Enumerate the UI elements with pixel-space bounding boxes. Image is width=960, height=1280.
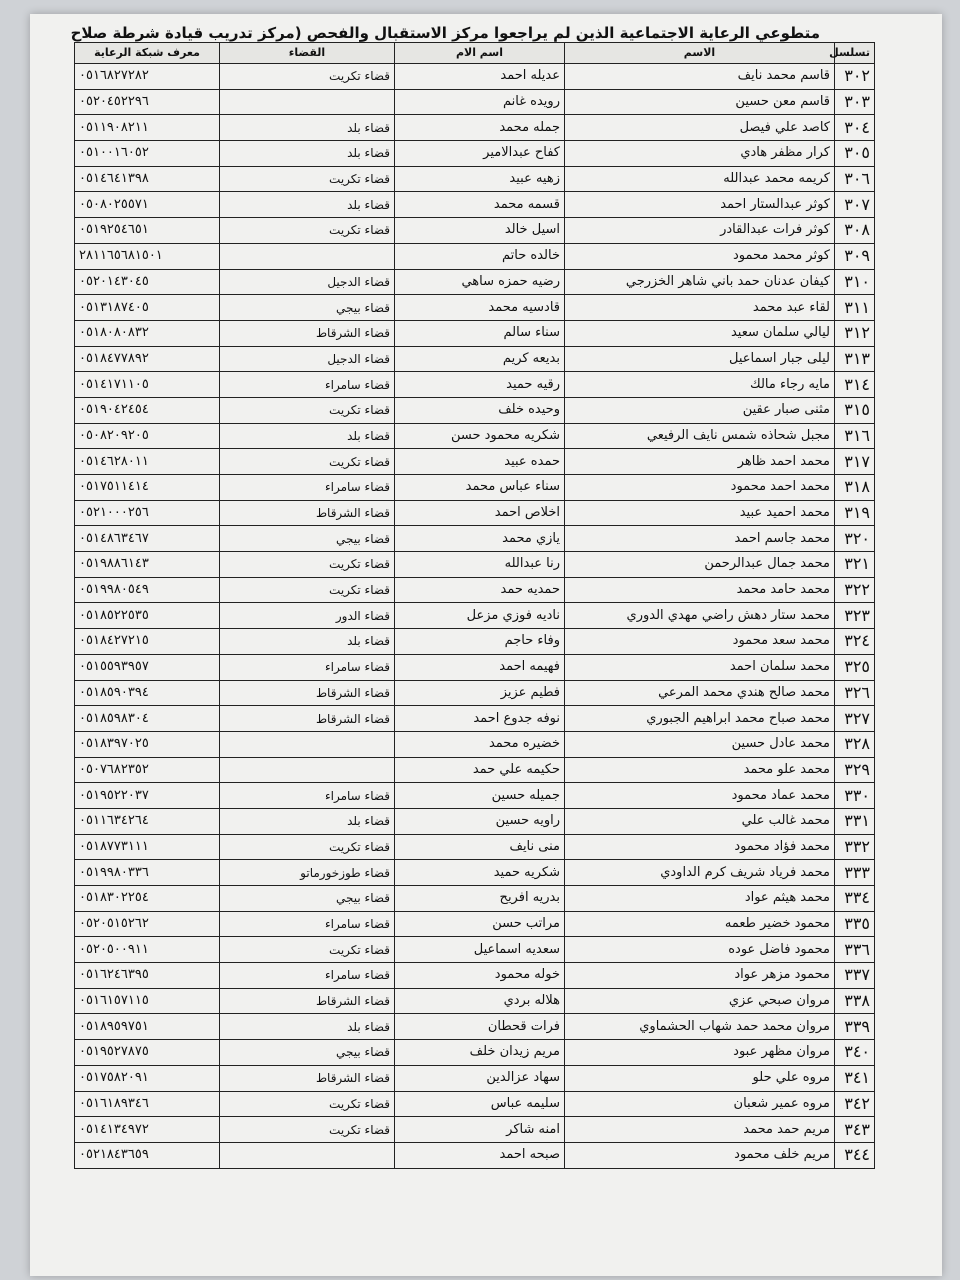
network-id-cell: ٠٥١٩٩٨٠٥٤٩ [75, 577, 220, 603]
network-id-cell: ٠٥١٦٨٢٧٢٨٢ [75, 64, 220, 90]
table-row [75, 500, 875, 526]
mother-name-cell: شكريه حميد [395, 860, 565, 886]
seq-cell: ٣٢٦ [835, 680, 875, 706]
seq-cell: ٣٤٤ [835, 1142, 875, 1168]
district-cell: قضاء بلد [220, 192, 395, 218]
name-cell: محمد صالح هندي محمد المرعي [565, 680, 835, 706]
table-row [75, 783, 875, 809]
name-cell: مروه عمير شعبان [565, 1091, 835, 1117]
network-id-cell: ٠٥١٨٥٢٢٥٣٥ [75, 603, 220, 629]
district-cell [220, 757, 395, 783]
table-row [75, 243, 875, 269]
seq-cell: ٣٠٤ [835, 115, 875, 141]
table-row [75, 988, 875, 1014]
name-cell: ليالي سلمان سعيد [565, 320, 835, 346]
network-id-cell: ٠٥١٦٢٤٦٣٩٥ [75, 963, 220, 989]
seq-cell: ٣٢١ [835, 552, 875, 578]
seq-cell: ٣١٢ [835, 320, 875, 346]
table-row [75, 475, 875, 501]
district-cell: قضاء الشرقاط [220, 988, 395, 1014]
name-cell: كاصد علي فيصل [565, 115, 835, 141]
mother-name-cell: رنا عبدالله [395, 552, 565, 578]
district-cell: قضاء سامراء [220, 911, 395, 937]
table-row [75, 346, 875, 372]
table-row [75, 1117, 875, 1143]
seq-cell: ٣٤٠ [835, 1040, 875, 1066]
district-cell: قضاء الشرقاط [220, 320, 395, 346]
network-id-cell: ٠٥٠٧٦٨٢٣٥٢ [75, 757, 220, 783]
mother-name-cell: سناء سالم [395, 320, 565, 346]
mother-name-cell: اسيل خالد [395, 218, 565, 244]
seq-cell: ٣٠٣ [835, 89, 875, 115]
district-cell: قضاء الدجيل [220, 346, 395, 372]
table-row [75, 166, 875, 192]
district-cell: قضاء سامراء [220, 475, 395, 501]
table-row [75, 372, 875, 398]
mother-name-cell: مريم زيدان خلف [395, 1040, 565, 1066]
table-row [75, 577, 875, 603]
mother-name-cell: حمده عبيد [395, 449, 565, 475]
table-row [75, 64, 875, 90]
name-cell: كوثر فرات عبدالقادر [565, 218, 835, 244]
name-cell: مروان صبحي عزي [565, 988, 835, 1014]
header-name: الاسم [565, 43, 835, 64]
mother-name-cell: جمله محمد [395, 115, 565, 141]
name-cell: ليلى جبار اسماعيل [565, 346, 835, 372]
table-row [75, 629, 875, 655]
table-row [75, 141, 875, 167]
header-mother: اسم الام [395, 43, 565, 64]
network-id-cell: ٠٥١٨٣٠٢٢٥٤ [75, 886, 220, 912]
name-cell: محمد عماد محمود [565, 783, 835, 809]
name-cell: كوثر عبدالستار احمد [565, 192, 835, 218]
name-cell: محمد فؤاد محمود [565, 834, 835, 860]
district-cell: قضاء بلد [220, 141, 395, 167]
name-cell: محمد احمد محمود [565, 475, 835, 501]
network-id-cell: ٠٥١٧٥٨٢٠٩١ [75, 1065, 220, 1091]
seq-cell: ٣٠٦ [835, 166, 875, 192]
district-cell: قضاء بيجي [220, 886, 395, 912]
district-cell: قضاء الشرقاط [220, 500, 395, 526]
name-cell: محمد عادل حسين [565, 731, 835, 757]
mother-name-cell: رضيه حمزه ساهي [395, 269, 565, 295]
table-row [75, 115, 875, 141]
table-row [75, 449, 875, 475]
district-cell: قضاء بلد [220, 1014, 395, 1040]
seq-cell: ٣٣٩ [835, 1014, 875, 1040]
seq-cell: ٣٤٣ [835, 1117, 875, 1143]
network-id-cell: ٠٥١٩٥٢٢٠٣٧ [75, 783, 220, 809]
district-cell: قضاء تكريت [220, 1091, 395, 1117]
district-cell: قضاء تكريت [220, 218, 395, 244]
district-cell: قضاء طوزخورماتو [220, 860, 395, 886]
district-cell: قضاء بلد [220, 423, 395, 449]
name-cell: محمود مزهر عواد [565, 963, 835, 989]
seq-cell: ٣١٤ [835, 372, 875, 398]
seq-cell: ٣٤٢ [835, 1091, 875, 1117]
name-cell: مروان محمد حمد شهاب الحشماوي [565, 1014, 835, 1040]
district-cell: قضاء بيجي [220, 526, 395, 552]
district-cell: قضاء الدور [220, 603, 395, 629]
district-cell: قضاء تكريت [220, 166, 395, 192]
mother-name-cell: ناديه فوزي مزعل [395, 603, 565, 629]
name-cell: لقاء عبد محمد [565, 295, 835, 321]
name-cell: محمد علو محمد [565, 757, 835, 783]
table-row [75, 603, 875, 629]
seq-cell: ٣١٦ [835, 423, 875, 449]
network-id-cell: ٠٥١٨٤٢٧٢١٥ [75, 629, 220, 655]
table-row [75, 89, 875, 115]
district-cell [220, 89, 395, 115]
district-cell: قضاء بيجي [220, 295, 395, 321]
name-cell: محمد حامد محمد [565, 577, 835, 603]
mother-name-cell: فهيمه احمد [395, 654, 565, 680]
district-cell: قضاء تكريت [220, 834, 395, 860]
table-row [75, 218, 875, 244]
name-cell: محمد سلمان احمد [565, 654, 835, 680]
network-id-cell: ٠٥١٤١٧١١٠٥ [75, 372, 220, 398]
seq-cell: ٣٠٥ [835, 141, 875, 167]
mother-name-cell: وفاء حاجم [395, 629, 565, 655]
name-cell: محمد جاسم احمد [565, 526, 835, 552]
seq-cell: ٣٢٣ [835, 603, 875, 629]
table-row [75, 963, 875, 989]
seq-cell: ٣٢٠ [835, 526, 875, 552]
table-row [75, 757, 875, 783]
mother-name-cell: خالده حاتم [395, 243, 565, 269]
mother-name-cell: سناء عباس محمد [395, 475, 565, 501]
mother-name-cell: فرات قحطان [395, 1014, 565, 1040]
network-id-cell: ٠٥١٨٤٧٧٨٩٢ [75, 346, 220, 372]
mother-name-cell: قسمه محمد [395, 192, 565, 218]
mother-name-cell: هلاله بردي [395, 988, 565, 1014]
mother-name-cell: سهاد عزالدين [395, 1065, 565, 1091]
seq-cell: ٣٣٨ [835, 988, 875, 1014]
table-row [75, 706, 875, 732]
network-id-cell: ٠٥١٤٨٦٣٤٦٧ [75, 526, 220, 552]
mother-name-cell: خوله محمود [395, 963, 565, 989]
table-row [75, 886, 875, 912]
seq-cell: ٣٢٨ [835, 731, 875, 757]
mother-name-cell: وحيده خلف [395, 397, 565, 423]
network-id-cell: ٢٨١١٦٥٦٨١٥٠١ [75, 243, 220, 269]
network-id-cell: ٠٥٠٨٢٠٩٢٠٥ [75, 423, 220, 449]
network-id-cell: ٠٥٠٨٠٢٥٥٧١ [75, 192, 220, 218]
seq-cell: ٣١٩ [835, 500, 875, 526]
district-cell [220, 731, 395, 757]
name-cell: مجبل شحاذه شمس نايف الرفيعي [565, 423, 835, 449]
mother-name-cell: فطيم عزيز [395, 680, 565, 706]
district-cell: قضاء تكريت [220, 64, 395, 90]
name-cell: مريم خلف محمود [565, 1142, 835, 1168]
seq-cell: ٣١٥ [835, 397, 875, 423]
mother-name-cell: صبحه احمد [395, 1142, 565, 1168]
seq-cell: ٣١٧ [835, 449, 875, 475]
table-row [75, 860, 875, 886]
seq-cell: ٣٤١ [835, 1065, 875, 1091]
name-cell: محمد فرياد شريف كرم الداودي [565, 860, 835, 886]
district-cell: قضاء تكريت [220, 1117, 395, 1143]
network-id-cell: ٠٥٢٠١٤٣٠٤٥ [75, 269, 220, 295]
name-cell: مروان مظهر عبود [565, 1040, 835, 1066]
district-cell: قضاء بلد [220, 629, 395, 655]
district-cell: قضاء سامراء [220, 783, 395, 809]
name-cell: محمد جمال عبدالرحمن [565, 552, 835, 578]
network-id-cell: ٠٥١٤٦٤١٣٩٨ [75, 166, 220, 192]
district-cell: قضاء الشرقاط [220, 680, 395, 706]
header-netid: معرف شبكة الرعاية [75, 43, 220, 64]
mother-name-cell: رقيه حميد [395, 372, 565, 398]
network-id-cell: ٠٥١٨٠٨٠٨٣٢ [75, 320, 220, 346]
name-cell: محمد غالب علي [565, 808, 835, 834]
mother-name-cell: جميله حسين [395, 783, 565, 809]
name-cell: قاسم معن حسين [565, 89, 835, 115]
name-cell: كريمه محمد عبدالله [565, 166, 835, 192]
table-row [75, 654, 875, 680]
seq-cell: ٣٣٥ [835, 911, 875, 937]
network-id-cell: ٠٥١٨٩٥٩٧٥١ [75, 1014, 220, 1040]
network-id-cell: ٠٥٢٠٥١٥٢٦٢ [75, 911, 220, 937]
mother-name-cell: يازي محمد [395, 526, 565, 552]
district-cell [220, 243, 395, 269]
table-row [75, 552, 875, 578]
mother-name-cell: اخلاص احمد [395, 500, 565, 526]
table-row [75, 192, 875, 218]
mother-name-cell: شكريه محمود حسن [395, 423, 565, 449]
network-id-cell: ٠٥١٣١٨٧٤٠٥ [75, 295, 220, 321]
mother-name-cell: مراتب حسن [395, 911, 565, 937]
name-cell: مايه رجاء مالك [565, 372, 835, 398]
network-id-cell: ٠٥١٤٦٢٨٠١١ [75, 449, 220, 475]
network-id-cell: ٠٥١٧٥١١٤١٤ [75, 475, 220, 501]
network-id-cell: ٠٥٢١٠٠٠٢٥٦ [75, 500, 220, 526]
name-cell: محمود خضير طعمه [565, 911, 835, 937]
table-row [75, 423, 875, 449]
name-cell: كرار مظفر هادي [565, 141, 835, 167]
name-cell: كوثر محمد محمود [565, 243, 835, 269]
network-id-cell: ٠٥١٠٠١٦٠٥٢ [75, 141, 220, 167]
district-cell: قضاء بلد [220, 808, 395, 834]
network-id-cell: ٠٥١٩٢٥٤٦٥١ [75, 218, 220, 244]
table-row [75, 269, 875, 295]
name-cell: محمد ستار دهش راضي مهدي الدوري [565, 603, 835, 629]
name-cell: محمد احميد عبيد [565, 500, 835, 526]
table-row [75, 397, 875, 423]
seq-cell: ٣٢٩ [835, 757, 875, 783]
mother-name-cell: سليمه عباس [395, 1091, 565, 1117]
seq-cell: ٣١٠ [835, 269, 875, 295]
seq-cell: ٣٠٩ [835, 243, 875, 269]
mother-name-cell: حمديه حمد [395, 577, 565, 603]
name-cell: كيفان عدنان حمد باني شاهر الخزرجي [565, 269, 835, 295]
mother-name-cell: كفاح عبدالامير [395, 141, 565, 167]
network-id-cell: ٠٥١٨٥٩٠٣٩٤ [75, 680, 220, 706]
district-cell: قضاء تكريت [220, 577, 395, 603]
district-cell: قضاء تكريت [220, 552, 395, 578]
name-cell: محمد سعد محمود [565, 629, 835, 655]
network-id-cell: ٠٥١٩٩٨٠٣٣٦ [75, 860, 220, 886]
seq-cell: ٣٢٢ [835, 577, 875, 603]
seq-cell: ٣٠٧ [835, 192, 875, 218]
network-id-cell: ٠٥١٩٠٤٢٤٥٤ [75, 397, 220, 423]
mother-name-cell: قادسيه محمد [395, 295, 565, 321]
table-row [75, 808, 875, 834]
table-row [75, 834, 875, 860]
network-id-cell: ٠٥٢٠٤٥٢٢٩٦ [75, 89, 220, 115]
table-row [75, 1065, 875, 1091]
table-row [75, 526, 875, 552]
name-cell: محمد هيثم عواد [565, 886, 835, 912]
network-id-cell: ٠٥١٤١٣٤٩٧٢ [75, 1117, 220, 1143]
seq-cell: ٣١٣ [835, 346, 875, 372]
seq-cell: ٣٠٨ [835, 218, 875, 244]
network-id-cell: ٠٥١١٦٣٤٢٦٤ [75, 808, 220, 834]
network-id-cell: ٠٥١٨٣٩٧٠٢٥ [75, 731, 220, 757]
name-cell: مثنى صبار عقين [565, 397, 835, 423]
table-row [75, 731, 875, 757]
district-cell: قضاء بيجي [220, 1040, 395, 1066]
seq-cell: ٣٢٧ [835, 706, 875, 732]
table-row [75, 1040, 875, 1066]
name-cell: مريم حمد محمد [565, 1117, 835, 1143]
seq-cell: ٣٠٢ [835, 64, 875, 90]
network-id-cell: ٠٥٢٠٥٠٠٩١١ [75, 937, 220, 963]
mother-name-cell: بديعه كريم [395, 346, 565, 372]
seq-cell: ٣٣١ [835, 808, 875, 834]
table-row [75, 1014, 875, 1040]
network-id-cell: ٠٥١٥٥٩٣٩٥٧ [75, 654, 220, 680]
seq-cell: ٣٣٦ [835, 937, 875, 963]
network-id-cell: ٠٥١٩٨٨٦١٤٣ [75, 552, 220, 578]
table-row [75, 295, 875, 321]
table-row [75, 1091, 875, 1117]
table-row [75, 320, 875, 346]
seq-cell: ٣٣٢ [835, 834, 875, 860]
seq-cell: ٣١١ [835, 295, 875, 321]
seq-cell: ٣٢٤ [835, 629, 875, 655]
header-seq: تسلسل [835, 43, 875, 64]
district-cell: قضاء الشرقاط [220, 706, 395, 732]
mother-name-cell: زهيه عبيد [395, 166, 565, 192]
volunteers-table-container [74, 42, 874, 1169]
district-cell: قضاء سامراء [220, 372, 395, 398]
mother-name-cell: نوفه جدوع احمد [395, 706, 565, 732]
district-cell: قضاء تكريت [220, 397, 395, 423]
mother-name-cell: امنه شاكر [395, 1117, 565, 1143]
district-cell [220, 1142, 395, 1168]
network-id-cell: ٠٥١٦١٨٩٣٤٦ [75, 1091, 220, 1117]
network-id-cell: ٠٥١٨٥٩٨٣٠٤ [75, 706, 220, 732]
network-id-cell: ٠٥١٨٧٧٣١١١ [75, 834, 220, 860]
seq-cell: ٣٣٧ [835, 963, 875, 989]
mother-name-cell: سعديه اسماعيل [395, 937, 565, 963]
network-id-cell: ٠٥١٩٥٢٧٨٧٥ [75, 1040, 220, 1066]
network-id-cell: ٠٥١١٩٠٨٢١١ [75, 115, 220, 141]
mother-name-cell: حكيمه علي حمد [395, 757, 565, 783]
table-row [75, 911, 875, 937]
name-cell: مروه علي حلو [565, 1065, 835, 1091]
mother-name-cell: راويه حسين [395, 808, 565, 834]
seq-cell: ٣١٨ [835, 475, 875, 501]
district-cell: قضاء سامراء [220, 963, 395, 989]
table-row [75, 937, 875, 963]
district-cell: قضاء تكريت [220, 449, 395, 475]
table-row [75, 680, 875, 706]
district-cell: قضاء بلد [220, 115, 395, 141]
name-cell: قاسم محمد نايف [565, 64, 835, 90]
district-cell: قضاء سامراء [220, 654, 395, 680]
district-cell: قضاء الدجيل [220, 269, 395, 295]
network-id-cell: ٠٥١٦١٥٧١١٥ [75, 988, 220, 1014]
mother-name-cell: منى نايف [395, 834, 565, 860]
district-cell: قضاء الشرقاط [220, 1065, 395, 1091]
name-cell: محمد صباح محمد ابراهيم الجبوري [565, 706, 835, 732]
seq-cell: ٣٣٤ [835, 886, 875, 912]
mother-name-cell: بدريه افريح [395, 886, 565, 912]
header-district: القضاء [220, 43, 395, 64]
name-cell: محمود فاضل عوده [565, 937, 835, 963]
seq-cell: ٣٣٣ [835, 860, 875, 886]
network-id-cell: ٠٥٢١٨٤٣٦٥٩ [75, 1142, 220, 1168]
district-cell: قضاء تكريت [220, 937, 395, 963]
mother-name-cell: عديله احمد [395, 64, 565, 90]
name-cell: محمد احمد ظاهر [565, 449, 835, 475]
table-body [75, 64, 875, 1169]
mother-name-cell: خضيره محمد [395, 731, 565, 757]
document-title: متطوعي الرعاية الاجتماعية الذين لم يراجعوا مركز الاستقبال والفحص (مركز تدريب قيادة شرطة صلاح [70, 24, 820, 42]
table-row [75, 1142, 875, 1168]
seq-cell: ٣٢٥ [835, 654, 875, 680]
mother-name-cell: رويده غانم [395, 89, 565, 115]
seq-cell: ٣٣٠ [835, 783, 875, 809]
volunteers-table [74, 42, 875, 1169]
table-header-row [75, 43, 875, 64]
